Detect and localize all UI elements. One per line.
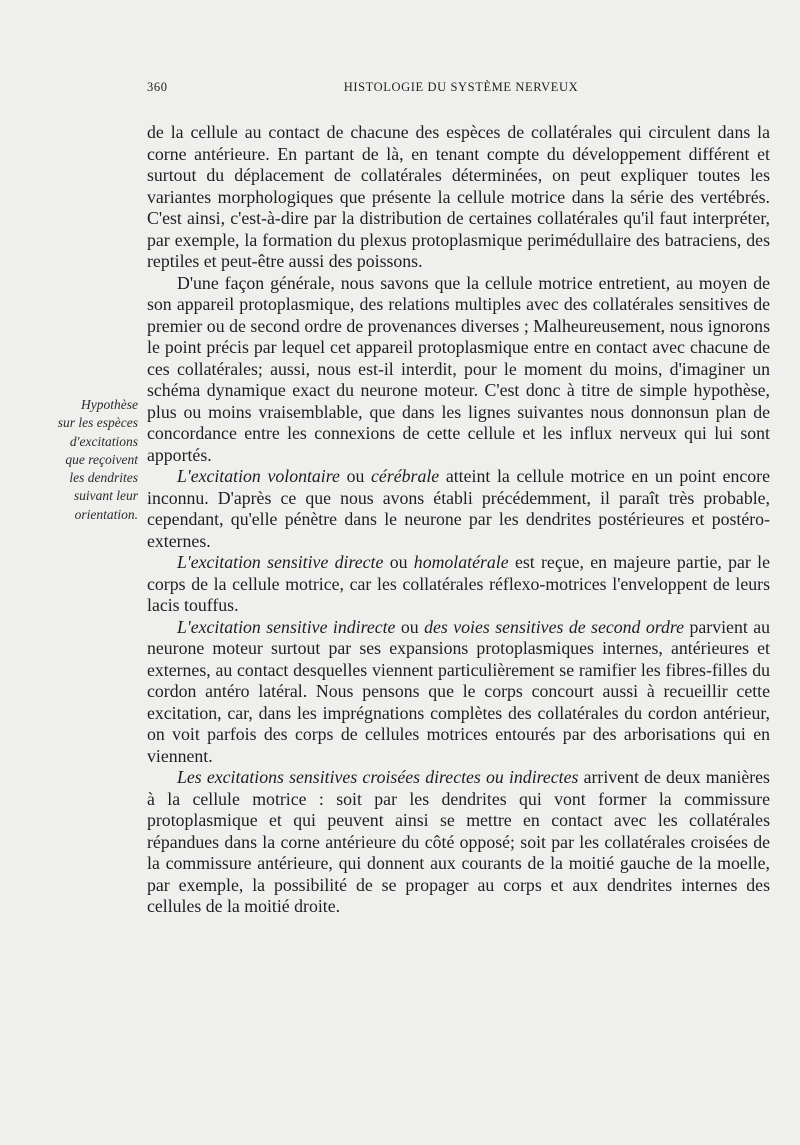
text-run: arrivent de deux manières à la cellule motrice : soit par les dendrites qui vont former la commissure protoplasmique et qui peuvent ainsi se mettre en contact avec les collatérales répandues dans la corne antérieure du côté opposé; soit par les collatérales croisées de la commissure antérieure, qui donnent aux courants de la moitié gauche de la moelle, par exemple, la possibilité de se propager au corps et aux dendrites internes des cellules de la moitié droite. bbox=[147, 767, 770, 916]
italic-run: L'excitation volontaire bbox=[177, 466, 340, 486]
italic-run: cérébrale bbox=[371, 466, 440, 486]
text-run: ou bbox=[395, 616, 425, 637]
running-title: HISTOLOGIE DU SYSTÈME NERVEUX bbox=[343, 80, 579, 94]
margin-note-line: Hypothèse bbox=[81, 397, 138, 412]
text-run: parvient au neurone moteur surtout par ses expansions protoplasmiques internes, antérieures et externes, au contact desquelles viennent particulièrement se ramifier les fibres-filles du cordon antéro latéral. Nous pensons que le corps concourt aussi à recueillir cette excitation, car, dans les imprégnations complètes des collatérales du cordon antérieur, on voit parfois des corps de cellules motrices entourés par des arborisations qui en viennent. bbox=[147, 616, 771, 766]
text-run: atteint la cellule motrice en un point encore inconnu. D'après ce que nous avons établi précédemment, il paraît très probable, cependant, qu'elle pénètre dans le neurone par les dendrites postérieures et postéro-externes. bbox=[147, 466, 770, 551]
running-header bbox=[147, 80, 775, 100]
paragraph bbox=[147, 767, 770, 918]
italic-run: Les excitations sensitives croisées directes ou indirectes bbox=[177, 767, 579, 787]
paragraph bbox=[147, 122, 770, 273]
page-number: 360 bbox=[147, 80, 168, 94]
paragraph bbox=[147, 273, 770, 467]
margin-note-line: suivant leur bbox=[73, 488, 138, 504]
italic-run: L'excitation sensitive indirecte bbox=[177, 616, 396, 637]
margin-note bbox=[22, 396, 138, 524]
paragraph bbox=[147, 466, 770, 552]
paragraph bbox=[147, 552, 770, 617]
margin-note-line: orientation. bbox=[74, 506, 138, 522]
paragraph bbox=[147, 617, 770, 768]
italic-run: homolatérale bbox=[413, 552, 509, 572]
body-text bbox=[147, 122, 770, 918]
margin-note-line: les dendrites bbox=[69, 470, 138, 486]
margin-note-line: que reçoivent bbox=[65, 451, 138, 467]
text-run: D'une façon générale, nous savons que la cellule motrice entretient, au moyen de son appareil protoplasmique, des relations multiples avec des collatérales sensitives de premier ou de second ordre de provenances diverses ; Malheureusement, nous ignorons le point précis par lequel cet appareil protoplasmique entre en contact avec chacune de ces collatérales; aussi, nous est-il interdit, pour le moment du moins, d'imaginer un schéma dynamique exact du neurone moteur. C'est donc à titre de simple hypothèse, plus ou moins vraisemblable, que dans les lignes suivantes nous donnonsun plan de concordance entre les connexions de cette cellule et les influx nerveux qui lui sont apportés. bbox=[147, 272, 770, 465]
italic-run: des voies sensitives de second ordre bbox=[424, 616, 685, 637]
text-run: ou bbox=[339, 466, 372, 486]
text-run: de la cellule au contact de chacune des espèces de collatérales qui circulent dans la corne antérieure. En partant de là, en tenant compte du développement différent et surtout du déplacement de collatérales déterminées, on peut expliquer toutes les variantes morphologiques que présente la cellule motrice dans la série des vertébrés. C'est ainsi, c'est-à-dire par la distribution de certaines collatérales qu'il faut interpréter, par exemple, la formation du plexus protoplasmique perimédullaire des batraciens, des reptiles et peut-être aussi des poissons. bbox=[147, 122, 770, 271]
margin-note-line: sur les espèces bbox=[57, 415, 138, 431]
margin-note-line: d'excitations bbox=[69, 433, 138, 449]
italic-run: L'excitation sensitive directe bbox=[177, 552, 384, 572]
text-run: ou bbox=[383, 552, 414, 572]
text-run: est reçue, en majeure partie, par le corps de la cellule motrice, car les collatérales réflexo-motrices l'enveloppent de leurs lacis touffus. bbox=[147, 552, 771, 615]
